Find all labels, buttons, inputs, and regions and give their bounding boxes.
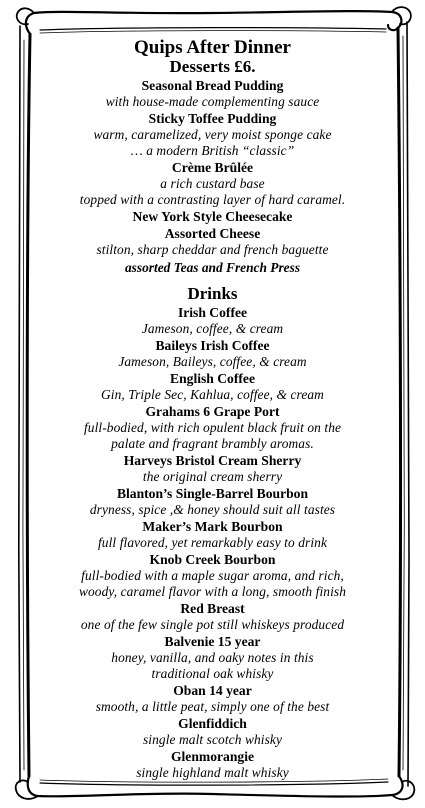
drink-item [30, 486, 395, 518]
drink-name: Irish Coffee [177, 305, 248, 320]
dessert-item [30, 111, 395, 159]
drink-name: Harveys Bristol Cream Sherry [123, 453, 302, 468]
drink-item [30, 634, 395, 682]
drinks-list [30, 305, 395, 781]
desserts-header: Desserts £6. [169, 57, 256, 76]
dessert-item [30, 209, 395, 225]
drink-name: Glenfiddich [178, 716, 247, 731]
drinks-header: Drinks [187, 284, 238, 303]
dessert-item [30, 78, 395, 110]
drink-description: Jameson, Baileys, coffee, & cream [118, 354, 307, 369]
drink-description: full flavored, yet remarkably easy to drink [97, 535, 328, 550]
drink-name: Oban 14 year [173, 683, 252, 698]
drink-name: Red Breast [180, 601, 245, 616]
dessert-item [30, 160, 395, 208]
dessert-name: Assorted Cheese [164, 226, 261, 241]
dessert-description: warm, caramelized, very moist sponge cake [93, 127, 332, 142]
dessert-name: Sticky Toffee Pudding [148, 111, 277, 126]
dessert-description: … a modern British “classic” [130, 143, 295, 158]
drink-item [30, 749, 395, 781]
drink-description: woody, caramel flavor with a long, smooth finish [78, 584, 347, 599]
dessert-description: a rich custard base [160, 176, 265, 191]
dessert-description: topped with a contrasting layer of hard caramel. [79, 192, 346, 207]
drink-item [30, 453, 395, 485]
drink-description: dryness, spice ,& honey should suit all tastes [89, 502, 336, 517]
drink-description: smooth, a little peat, simply one of the best [95, 699, 330, 714]
dessert-name: Seasonal Bread Pudding [141, 78, 284, 93]
drink-name: Baileys Irish Coffee [155, 338, 270, 353]
drink-name: Blanton’s Single-Barrel Bourbon [116, 486, 309, 501]
drink-description: Jameson, coffee, & cream [141, 321, 284, 336]
drink-name: English Coffee [170, 371, 255, 386]
drink-description: the original cream sherry [142, 469, 283, 484]
drink-name: Maker’s Mark Bourbon [142, 519, 283, 534]
drink-description: honey, vanilla, and oaky notes in this [111, 650, 314, 665]
drink-name: Grahams 6 Grape Port [145, 404, 280, 419]
drink-name: Glenmorangie [170, 749, 255, 764]
drink-description: full-bodied, with rich opulent black fruit on the [83, 420, 342, 435]
drink-item [30, 716, 395, 748]
menu-content [30, 38, 395, 782]
drink-description: one of the few single pot still whiskeys produced [80, 617, 345, 632]
drink-description: full-bodied with a maple sugar aroma, and rich, [81, 568, 344, 583]
drink-item [30, 371, 395, 403]
dessert-name: Crème Brûlée [171, 160, 254, 175]
teas-line: assorted Teas and French Press [124, 260, 301, 275]
drink-item [30, 404, 395, 452]
drink-description: single malt scotch whisky [143, 732, 282, 747]
drink-description: traditional oak whisky [151, 666, 274, 681]
dessert-description: with house-made complementing sauce [105, 94, 320, 109]
drink-name: Balvenie 15 year [164, 634, 261, 649]
desserts-list [30, 78, 395, 258]
drink-item [30, 601, 395, 633]
menu-title: Quips After Dinner [134, 37, 291, 58]
drink-item [30, 519, 395, 551]
drink-description: Gin, Triple Sec, Kahlua, coffee, & cream [101, 387, 324, 402]
drink-item [30, 338, 395, 370]
drink-name: Knob Creek Bourbon [149, 552, 276, 567]
drink-item [30, 552, 395, 600]
drink-item [30, 683, 395, 715]
drink-item [30, 305, 395, 337]
dessert-item [30, 226, 395, 258]
drink-description: palate and fragrant brambly aromas. [111, 436, 314, 451]
dessert-description: stilton, sharp cheddar and french baguette [96, 242, 329, 257]
dessert-name: New York Style Cheesecake [132, 209, 293, 224]
drink-description: single highland malt whisky [136, 765, 289, 780]
